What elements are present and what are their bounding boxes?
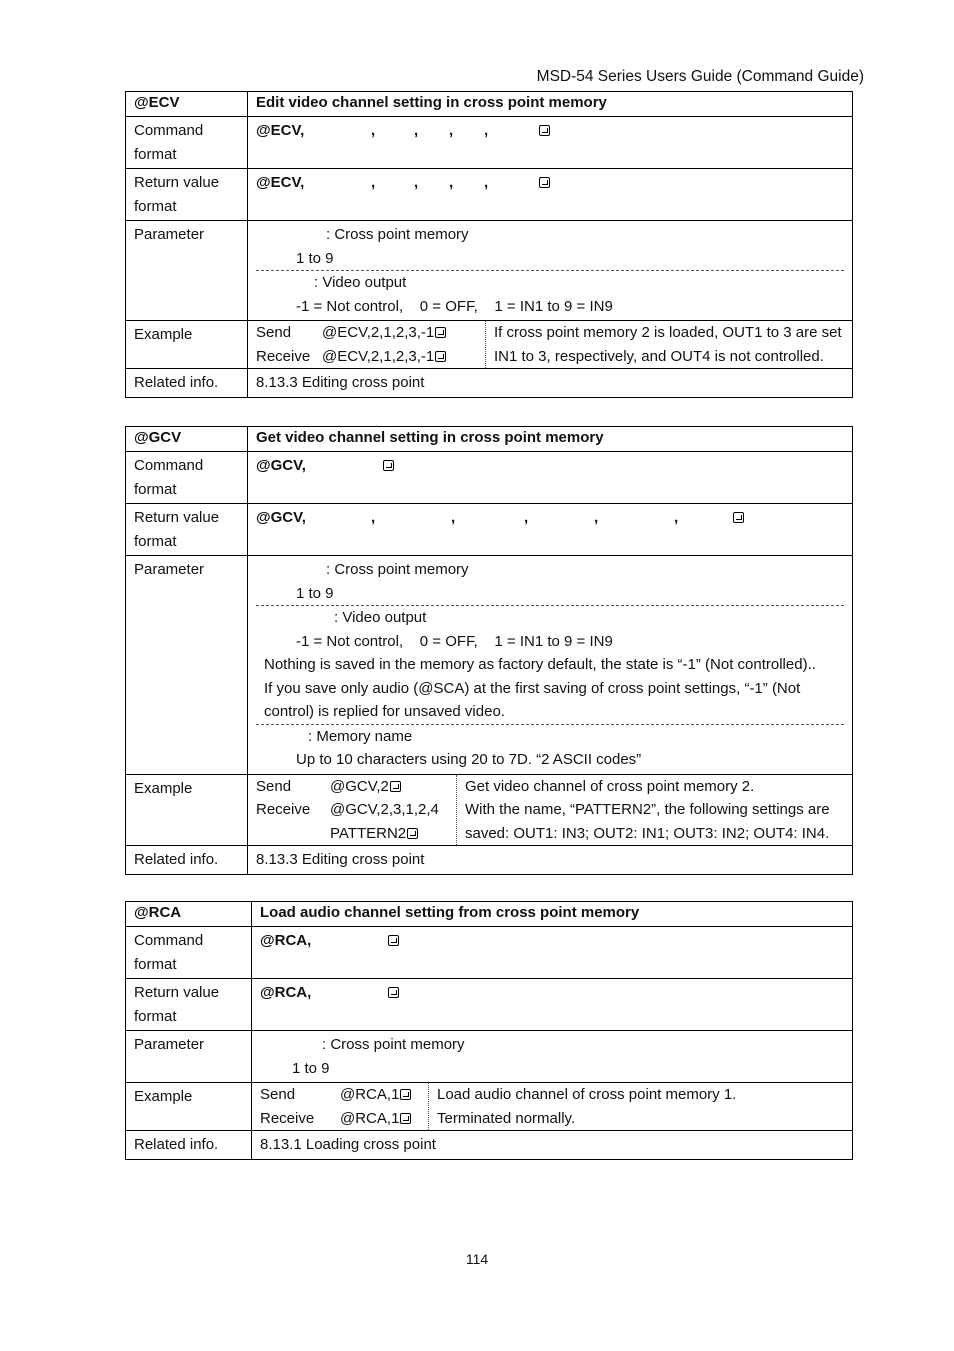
related-info-label: Related info. (126, 369, 248, 398)
return-key-icon (388, 935, 399, 946)
return-key-icon (733, 512, 744, 523)
return-key-icon (400, 1089, 411, 1100)
return-key-icon (407, 828, 418, 839)
return-key-icon (539, 125, 550, 136)
command-format-label: Command format (126, 927, 252, 979)
ecv-related-info: 8.13.3 Editing cross point (248, 369, 853, 398)
rca-parameters: : Cross point memory 1 to 9 (252, 1031, 853, 1083)
example-label: Example (126, 1083, 252, 1131)
rca-command-format: @RCA, (252, 927, 853, 979)
related-info-label: Related info. (126, 846, 248, 875)
ecv-parameters: : Cross point memory 1 to 9 : Video output -1 = Not control, 0 = OFF, 1 = IN1 to 9 = IN9 (248, 221, 853, 321)
return-key-icon (400, 1113, 411, 1124)
command-format-label: Command format (126, 117, 248, 169)
parameter-label: Parameter (126, 221, 248, 321)
return-format-label: Return value format (126, 979, 252, 1031)
ecv-title: Edit video channel setting in cross point memory (248, 92, 853, 117)
page-number: 114 (465, 1251, 489, 1267)
parameter-label: Parameter (126, 1031, 252, 1083)
ecv-command-table (125, 91, 853, 398)
example-label: Example (126, 774, 248, 846)
rca-title: Load audio channel setting from cross point memory (252, 902, 853, 927)
ecv-command-format: @ECV, , , , , (248, 117, 853, 169)
return-key-icon (388, 987, 399, 998)
ecv-code: @ECV (126, 92, 248, 117)
ecv-example: Send Receive @ECV,2,1,2,3,-1 @ECV,2,1,2,3,-1 If cross point memory 2 is loaded, OUT1 to 3 are set IN1 to 3, respectively, and OUT4 is not controlled. (248, 321, 853, 369)
return-format-label: Return value format (126, 169, 248, 221)
example-label: Example (126, 321, 248, 369)
command-format-label: Command format (126, 452, 248, 504)
gcv-command-table (125, 426, 853, 875)
return-key-icon (435, 351, 446, 362)
gcv-parameters: : Cross point memory 1 to 9 : Video output -1 = Not control, 0 = OFF, 1 = IN1 to 9 = IN9 Nothing is saved in the memory as factory default, the state is “-1” (Not controlled).. If you save only audio (@SCA) at the first saving of cross point settings, “-1” (Not control) is replied for unsaved video. : Memory name Up to 10 characters using 20 to 7D. “2 ASCII codes” (248, 556, 853, 775)
rca-example: Send Receive @RCA,1 @RCA,1 Load audio channel of cross point memory 1. Terminated normally. (252, 1083, 853, 1131)
return-key-icon (383, 460, 394, 471)
rca-return-format: @RCA, (252, 979, 853, 1031)
rca-command-table (125, 901, 853, 1160)
rca-code: @RCA (126, 902, 252, 927)
related-info-label: Related info. (126, 1131, 252, 1160)
gcv-code: @GCV (126, 427, 248, 452)
gcv-return-format: @GCV, , , , , , (248, 504, 853, 556)
ecv-return-format: @ECV, , , , , (248, 169, 853, 221)
return-format-label: Return value format (126, 504, 248, 556)
return-key-icon (435, 327, 446, 338)
gcv-related-info: 8.13.3 Editing cross point (248, 846, 853, 875)
return-key-icon (390, 781, 401, 792)
gcv-command-format: @GCV, (248, 452, 853, 504)
return-key-icon (539, 177, 550, 188)
rca-related-info: 8.13.1 Loading cross point (252, 1131, 853, 1160)
gcv-example: Send Receive @GCV,2 @GCV,2,3,1,2,4 PATTERN2 Get video channel of cross point memory 2. With the name, “PATTERN2”, the following settings are saved: OUT1: IN3; OUT2: IN1; OUT3: IN2; OUT4: IN4. (248, 774, 853, 846)
document-header: MSD-54 Series Users Guide (Command Guide) (536, 68, 864, 85)
parameter-label: Parameter (126, 556, 248, 775)
gcv-title: Get video channel setting in cross point memory (248, 427, 853, 452)
